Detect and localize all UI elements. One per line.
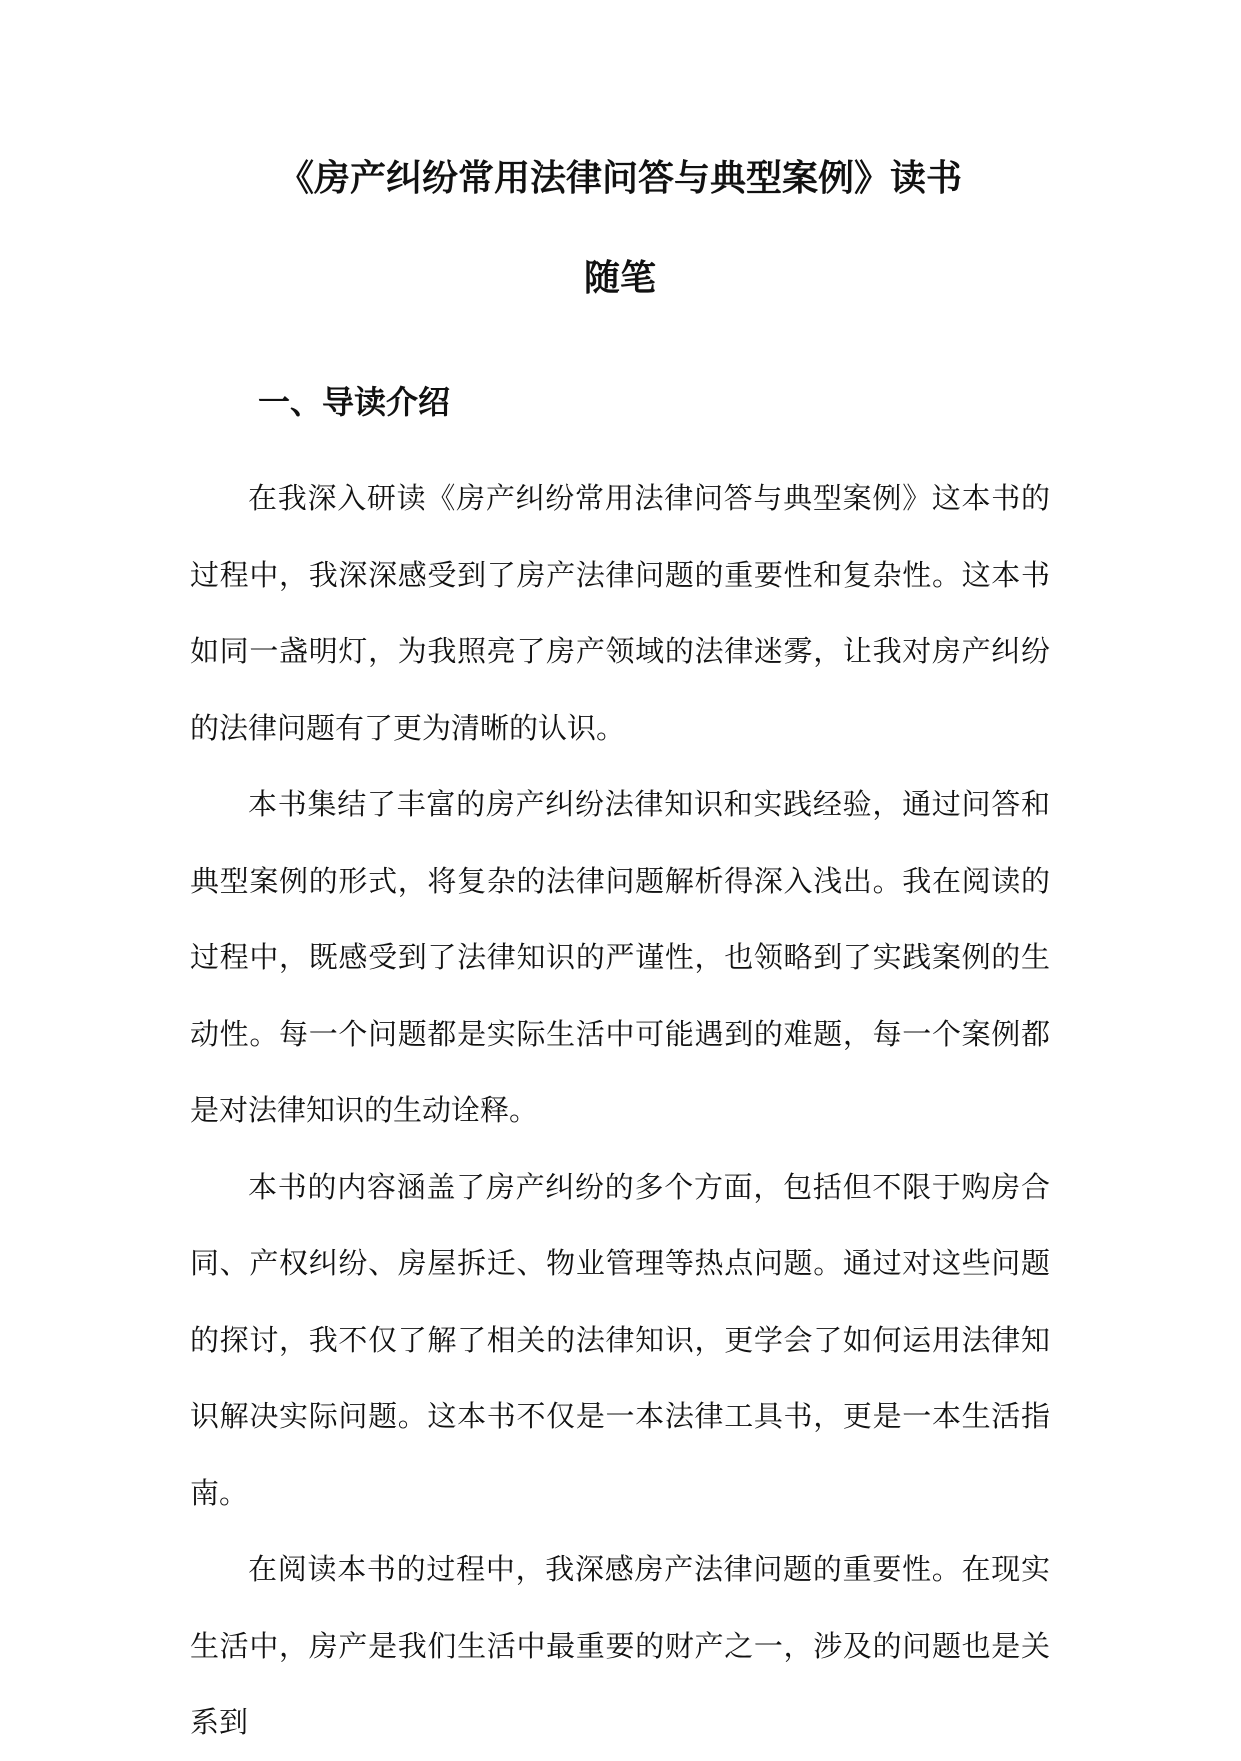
paragraph-2: 本书集结了丰富的房产纠纷法律知识和实践经验，通过问答和典型案例的形式，将复杂的法律问题解析得深入浅出。我在阅读的过程中，既感受到了法律知识的严谨性，也领略到了实践案例的生动性。每一个问题都是实际生活中可能遇到的难题，每一个案例都是对法律知识的生动诠释。 (190, 787, 1050, 1127)
paragraph-3: 本书的内容涵盖了房产纠纷的多个方面，包括但不限于购房合同、产权纠纷、房屋拆迁、物业管理等热点问题。通过对这些问题的探讨，我不仅了解了相关的法律知识，更学会了如何运用法律知识解决实际问题。这本书不仅是一本法律工具书，更是一本生活指南。 (190, 1169, 1050, 1510)
document-title-line-1: 《房产纠纷常用法律问答与典型案例》读书 (277, 157, 962, 199)
paragraph-1: 在我深入研读《房产纠纷常用法律问答与典型案例》这本书的过程中，我深深感受到了房产法律问题的重要性和复杂性。这本书如同一盏明灯，为我照亮了房产领域的法律迷雾，让我对房产纠纷的法律问题有了更为清晰的认识。 (190, 481, 1050, 745)
section-heading: 一、导读介绍 (258, 383, 451, 421)
document-title-line-2: 随笔 (583, 257, 656, 299)
document-body (190, 460, 1050, 1761)
paragraph-4: 在阅读本书的过程中，我深感房产法律问题的重要性。在现实生活中，房产是我们生活中最重要的财产之一，涉及的问题也是关系到 (190, 1552, 1050, 1739)
